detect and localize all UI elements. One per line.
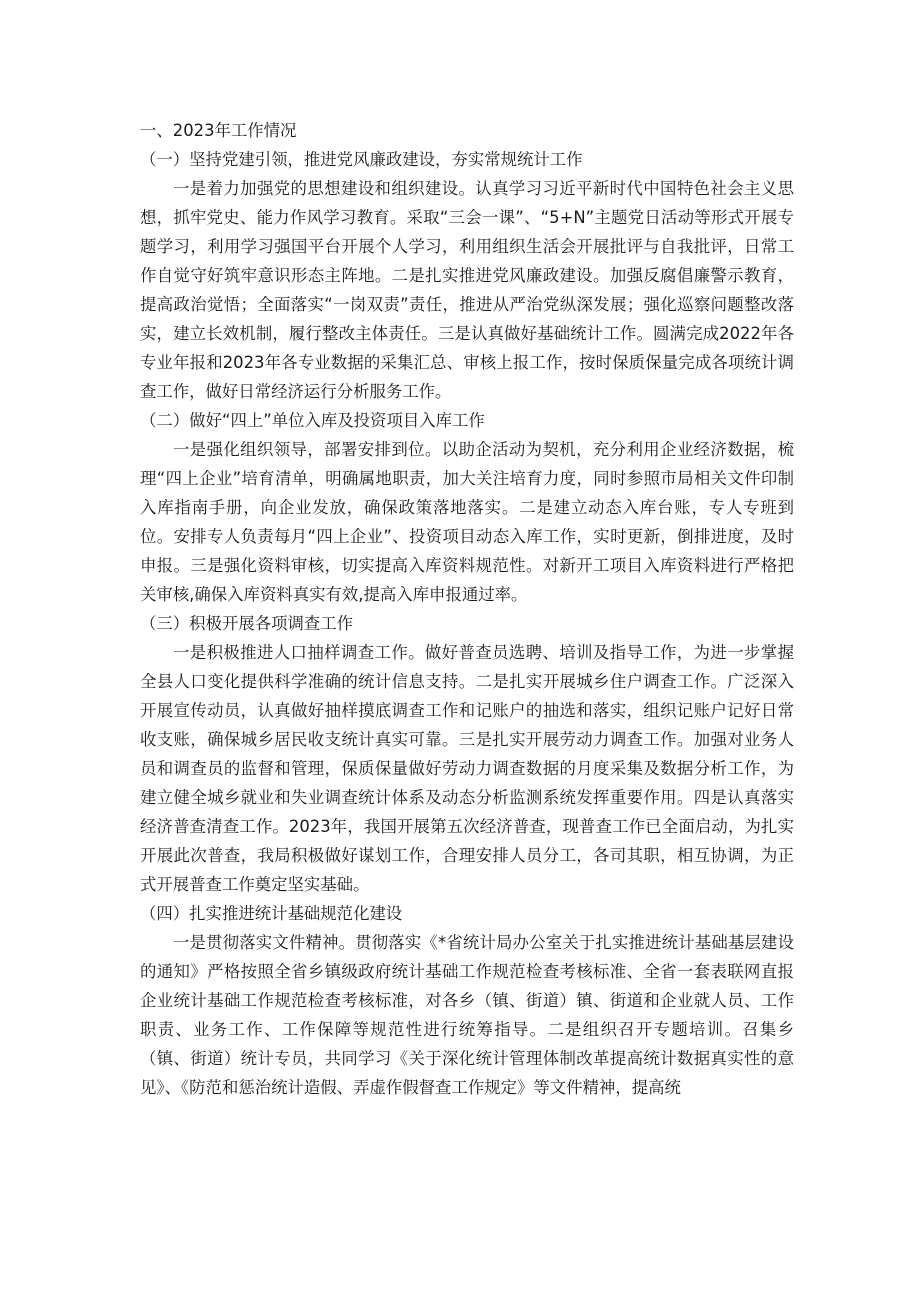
subsection-paragraph-3: 一是积极推进人口抽样调查工作。做好普查员选聘、培训及指导工作，为进一步掌握全县人口变化提供科学准确的统计信息支持。二是扎实开展城乡住户调查工作。广泛深入开展宣传动员，认真做好抽样摸底调查工作和记账户的抽选和落实，组织记账户记好日常收支账，确保城乡居民收支统计真实可靠。三是扎实开展劳动力调查工作。加强对业务人员和调查员的监督和管理，保质保量做好劳动力调查数据的月度采集及数据分析工作，为建立健全城乡就业和失业调查统计体系及动态分析监测系统发挥重要作用。四是认真落实经济普查清查工作。2023年，我国开展第五次经济普查，现普查工作已全面启动，为扎实开展此次普查，我局积极做好谋划工作，合理安排人员分工，各司其职，相互协调，为正式开展普查工作奠定坚实基础。 xyxy=(140,643,794,894)
subsection-title-2: （二）做好“四上”单位入库及投资项目入库工作 xyxy=(140,411,485,430)
subsection-paragraph-1: 一是着力加强党的思想建设和组织建设。认真学习习近平新时代中国特色社会主义思想，抓牢党史、能力作风学习教育。采取“三会一课”、“5+N”主题党日活动等形式开展专题学习，利用学习强国平台开展个人学习，利用组织生活会开展批评与自我批评，日常工作自觉守好筑牢意识形态主阵地。二是扎实推进党风廉政建设。加强反腐倡廉警示教育，提高政治觉悟；全面落实“一岗双责”责任，推进从严治党纵深发展；强化巡察问题整改落实，建立长效机制，履行整改主体责任。三是认真做好基础统计工作。圆满完成2022年各专业年报和2023年各专业数据的采集汇总、审核上报工作，按时保质保量完成各项统计调查工作，做好日常经济运行分析服务工作。 xyxy=(140,179,794,401)
document-body xyxy=(140,116,794,1102)
subsection-paragraph-4: 一是贯彻落实文件精神。贯彻落实《*省统计局办公室关于扎实推进统计基础基层建设的通知》严格按照全省乡镇级政府统计基础工作规范检查考核标准、全省一套表联网直报企业统计基础工作规范检查考核标准，对各乡（镇、街道）镇、街道和企业就人员、工作职责、业务工作、工作保障等规范性进行统筹指导。二是组织召开专题培训。召集乡（镇、街道）统计专员，共同学习《关于深化统计管理体制改革提高统计数据真实性的意见》、《防范和惩治统计造假、弄虚作假督查工作规定》等文件精神，提高统 xyxy=(140,933,794,1097)
section-title: 一、2023年工作情况 xyxy=(140,121,297,140)
subsection-title-1: （一）坚持党建引领，推进党风廉政建设，夯实常规统计工作 xyxy=(140,150,583,169)
subsection-title-4: （四）扎实推进统计基础规范化建设 xyxy=(140,904,403,923)
subsection-title-3: （三）积极开展各项调查工作 xyxy=(140,614,354,633)
subsection-paragraph-2: 一是强化组织领导，部署安排到位。以助企活动为契机，充分利用企业经济数据，梳理“四上企业”培育清单，明确属地职责，加大关注培育力度，同时参照市局相关文件印制入库指南手册，向企业发放，确保政策落地落实。二是建立动态入库台账，专人专班到位。安排专人负责每月“四上企业”、投资项目动态入库工作，实时更新，倒排进度，及时申报。三是强化资料审核，切实提高入库资料规范性。对新开工项目入库资料进行严格把关审核,确保入库资料真实有效,提高入库申报通过率。 xyxy=(140,440,794,604)
